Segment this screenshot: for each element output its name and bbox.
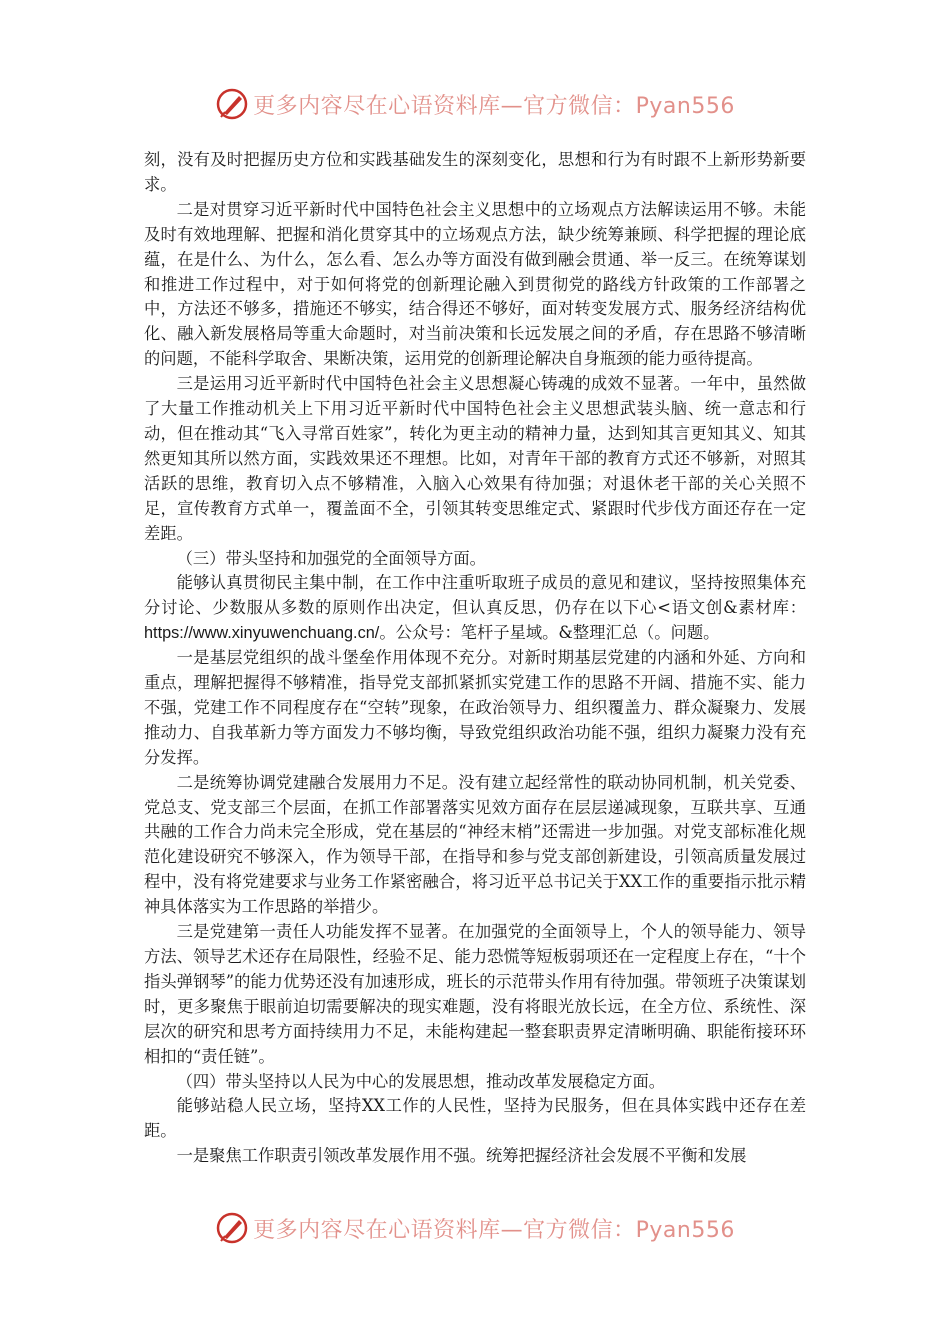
paragraph-6: 二是统筹协调党建融合发展用力不足。没有建立起经常性的联动协同机制，机关党委、党总支、党支部三个层面，在抓工作部署落实见效方面存在层层递减现象，互联共享、互通共融的工作合力尚未完全形成，党在基层的“神经末梢”还需进一步加强。对党支部标准化规范化建设研究不够深入，作为领导干部，在指导和参与党支部创新建设，引领高质量发展过程中，没有将党建要求与业务工作紧密融合，将习近平总书记关于XX工作的重要指示批示精神具体落实为工作思路的举措少。 [144,772,806,917]
header-watermark-text: 更多内容尽在心语资料库—官方微信：Pyan556 [253,93,735,119]
paragraph-2: 三是运用习近平新时代中国特色社会主义思想凝心铸魂的成效不显著。一年中，虽然做了大量工作推动机关上下用习近平新时代中国特色社会主义思想武装头脑、统一意志和行动，但在推动其“飞入寻常百姓家”，转化为更主动的精神力量，达到知其言更知其义、知其然更知其所以然方面，实践效果还不理想。比如，对青年干部的教育方式还不够新，对照其活跃的思维，教育切入点不够精准，入脑入心效果有待加强；对退休老干部的关心关照不足，宣传教育方式单一，覆盖面不全，引领其转变思维定式、紧跟时代步伐方面还存在一定差距。 [144,374,806,543]
header-watermark-banner [0,84,950,124]
paragraph-7: 三是党建第一责任人功能发挥不显著。在加强党的全面领导上，个人的领导能力、领导方法、领导艺术还存在局限性，经验不足、能力恐慌等短板弱项还在一定程度上存在，“十个指头弹钢琴”的能力优势还没有加速形成，班长的示范带头作用有待加强。带领班子决策谋划时，更多聚焦于眼前迫切需要解决的现实难题，没有将眼光放长远，在全方位、系统性、深层次的研究和思考方面持续用力不足，未能构建起一整套职责界定清晰明确、职能衔接环环相扣的“责任链”。 [144,922,806,1066]
document-body [144,148,806,1169]
footer-watermark-text: 更多内容尽在心语资料库—官方微信：Pyan556 [253,1217,735,1243]
footer-watermark-banner [0,1208,950,1248]
website-url: https://www.xinyuwenchuang.cn/ [144,624,380,643]
paragraph-4-tail: 。公众号：笔杆子星域。&整理汇总（。问题。 [379,623,720,643]
paragraph-0: 刻，没有及时把握历史方位和实践基础发生的深刻变化，思想和行为有时跟不上新形势新要求。 [144,150,806,194]
paragraph-5: 一是基层党组织的战斗堡垒作用体现不充分。对新时期基层党建的内涵和外延、方向和重点，理解把握得不够精准，指导党支部抓紧抓实党建工作的思路不开阔、措施不实、能力不强，党建工作不同程度存在“空转”现象，在政治领导力、组织覆盖力、群众凝聚力、发展推动力、自我革新力等方面发力不够均衡，导致党组织政治功能不强，组织力凝聚力没有充分发挥。 [144,648,806,767]
pen-logo-icon [215,1211,249,1245]
section-heading-3: （三）带头坚持和加强党的全面领导方面。 [176,548,486,568]
paragraph-10: 一是聚焦工作职责引领改革发展作用不强。统筹把握经济社会发展不平衡和发展 [176,1146,747,1166]
paragraph-9: 能够站稳人民立场，坚持XX工作的人民性，坚持为民服务，但在具体实践中还存在差距。 [144,1096,806,1141]
pen-logo-icon [215,87,249,121]
section-heading-8: （四）带头坚持以人民为中心的发展思想，推动改革发展稳定方面。 [176,1071,666,1091]
paragraph-4 [144,571,806,646]
paragraph-1: 二是对贯穿习近平新时代中国特色社会主义思想中的立场观点方法解读运用不够。未能及时有效地理解、把握和消化贯穿其中的立场观点方法，缺少统筹兼顾、科学把握的理论底蕴，在是什么、为什么，怎么看、怎么办等方面没有做到融会贯通、举一反三。在统筹谋划和推进工作过程中，对于如何将党的创新理论融入到贯彻党的路线方针政策的工作部署之中，方法还不够多，措施还不够实，结合得还不够好，面对转变发展方式、服务经济结构优化、融入新发展格局等重大命题时，对当前决策和长远发展之间的矛盾，存在思路不够清晰的问题，不能科学取舍、果断决策，运用党的创新理论解决自身瓶颈的能力亟待提高。 [144,199,806,369]
paragraph-4-text: 能够认真贯彻民主集中制，在工作中注重听取班子成员的意见和建议，坚持按照集体充分讨论、少数服从多数的原则作出决定，但认真反思，仍存在以下心<语文创&素材库： [144,573,806,618]
